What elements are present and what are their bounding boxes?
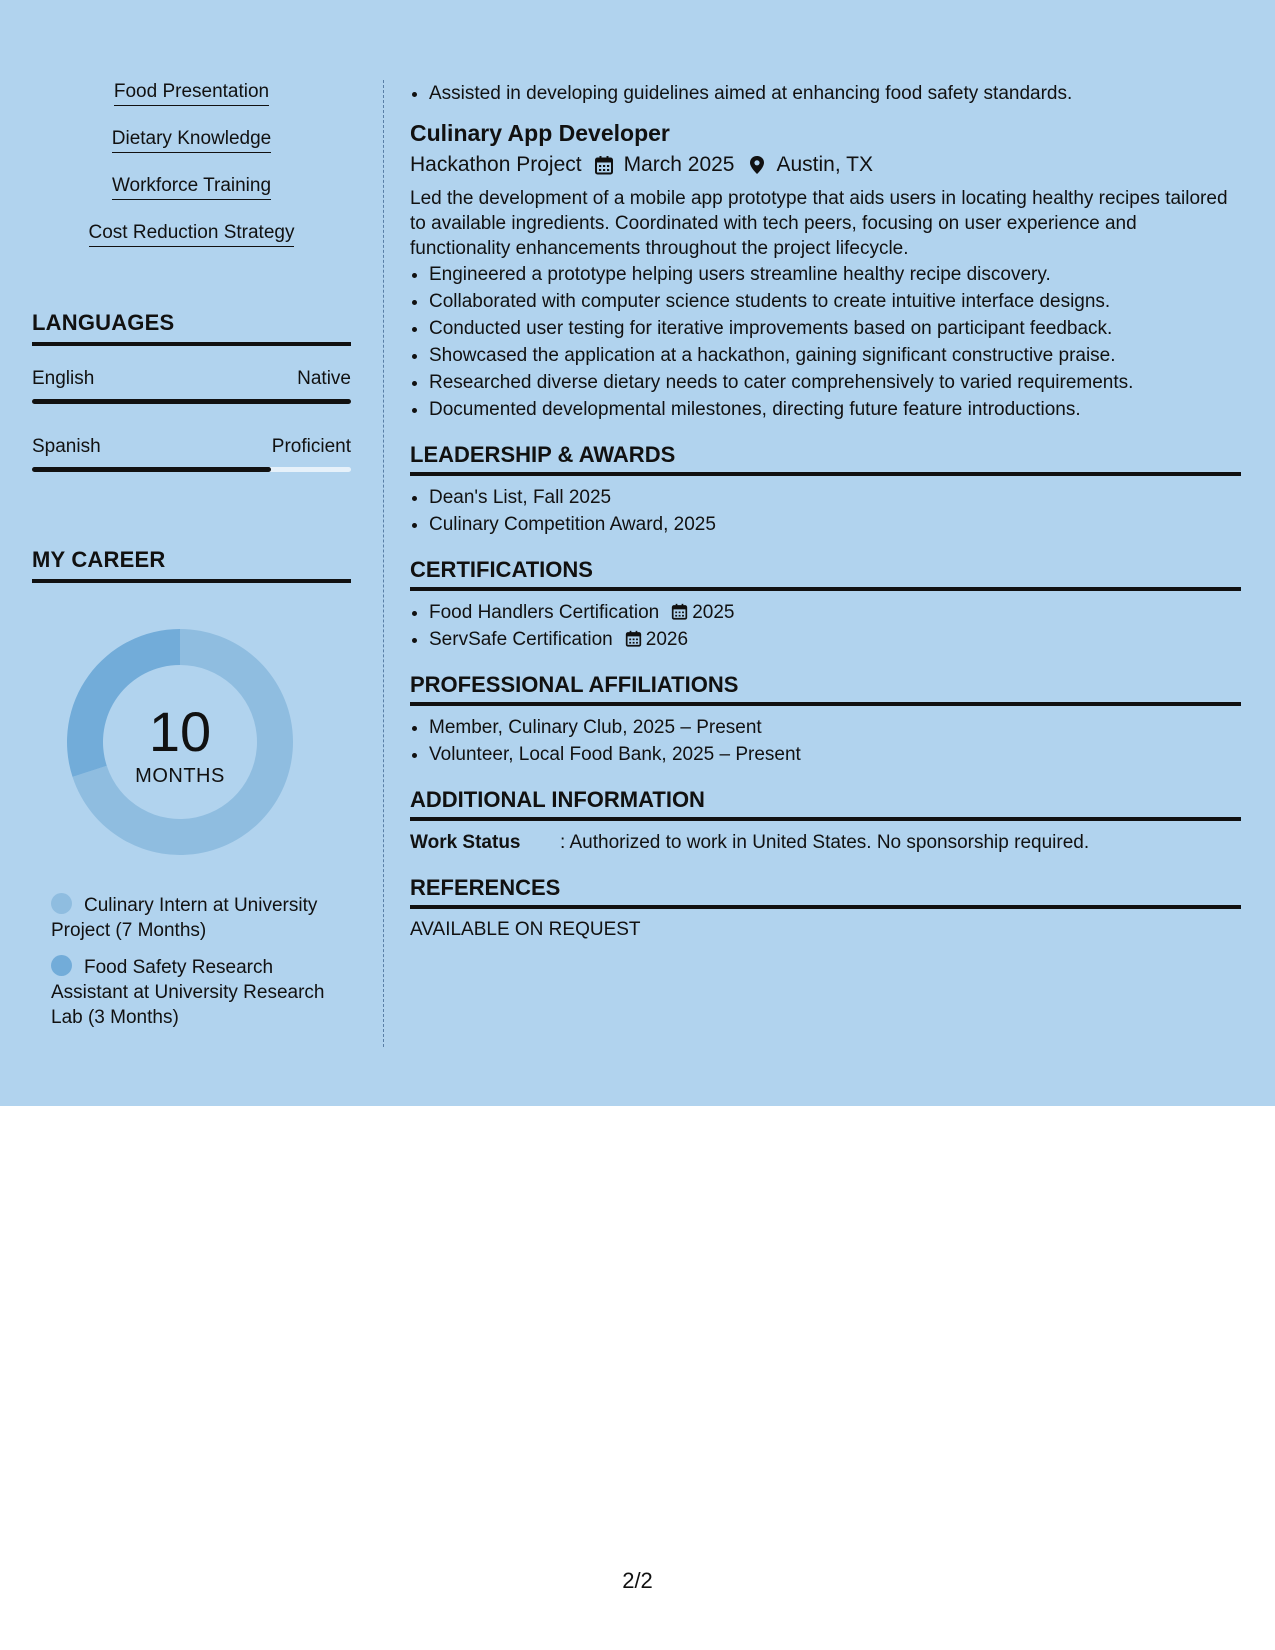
references-heading: REFERENCES (410, 874, 1241, 909)
career-legend-label: Culinary Intern at University Project (7 Months) (51, 895, 318, 941)
list-item: • Assisted in developing guidelines aimed at enhancing food safety standards. (429, 80, 1241, 107)
list-item: • Collaborated with computer science students to create intuitive interface designs. (429, 288, 1241, 315)
career-legend-item (51, 893, 331, 943)
language-proficiency-fill (32, 399, 351, 404)
language-proficiency-fill (32, 467, 271, 472)
donut-center (67, 629, 293, 855)
awards-list (410, 484, 1241, 538)
main-content (410, 80, 1241, 943)
list-item: • Dean's List, Fall 2025 (429, 484, 1241, 511)
career-total-months: 10 (148, 700, 212, 763)
cert-year: 2026 (645, 629, 689, 650)
career-donut-chart (67, 629, 293, 855)
language-level: Native (297, 368, 351, 389)
cert-name: Food Handlers Certification (429, 602, 660, 623)
career-heading: MY CAREER (32, 547, 351, 583)
affiliations-list (410, 714, 1241, 768)
job-location: Austin, TX (776, 153, 873, 176)
language-english (32, 368, 351, 404)
job-bullets (410, 261, 1241, 423)
career-legend-label: Food Safety Research Assistant at University Research Lab (3 Months) (51, 957, 325, 1028)
list-item: • Member, Culinary Club, 2025 – Present (429, 714, 1241, 741)
list-item: • Showcased the application at a hackathon, gaining significant constructive praise. (429, 342, 1241, 369)
sidebar (32, 80, 351, 1042)
list-item (429, 626, 1241, 653)
calendar-icon (671, 603, 688, 620)
cert-year: 2025 (692, 602, 735, 623)
language-spanish (32, 436, 351, 472)
list-item: • Documented developmental milestones, directing future feature introductions. (429, 396, 1241, 423)
list-item: • Researched diverse dietary needs to cater comprehensively to varied requirements. (429, 369, 1241, 396)
career-total-unit: MONTHS (135, 765, 225, 787)
column-divider (383, 80, 384, 1047)
list-item (429, 599, 1241, 626)
language-name: English (32, 368, 95, 389)
cert-name: ServSafe Certification (429, 629, 613, 650)
work-status-row (410, 829, 1241, 856)
page-number: 2/2 (622, 1568, 653, 1593)
job-meta (410, 152, 1241, 178)
calendar-icon (625, 630, 642, 647)
awards-heading: LEADERSHIP & AWARDS (410, 441, 1241, 476)
job-date: March 2025 (623, 153, 735, 176)
previous-job-bullets (410, 80, 1241, 107)
calendar-icon (594, 155, 614, 175)
languages-heading: LANGUAGES (32, 310, 351, 346)
certifications-heading: CERTIFICATIONS (410, 556, 1241, 591)
language-proficiency-bar (32, 399, 351, 404)
skill-item: Dietary Knowledge (112, 127, 271, 153)
language-level: Proficient (271, 436, 351, 457)
career-legend (51, 893, 331, 1030)
references-text: AVAILABLE ON REQUEST (410, 919, 641, 940)
certifications-list (410, 599, 1241, 653)
skill-item: Workforce Training (112, 174, 271, 200)
work-status-label: Work Status (410, 832, 521, 853)
additional-info-heading: ADDITIONAL INFORMATION (410, 786, 1241, 821)
career-legend-item (51, 955, 331, 1030)
legend-dot-icon (51, 893, 72, 914)
affiliations-heading: PROFESSIONAL AFFILIATIONS (410, 671, 1241, 706)
job-title: Culinary App Developer (410, 120, 670, 146)
work-status-value: : Authorized to work in United States. No sponsorship required. (560, 832, 1090, 853)
job-organization: Hackathon Project (410, 153, 582, 176)
skills-list (32, 80, 351, 268)
skill-item: Food Presentation (114, 80, 269, 106)
list-item: • Volunteer, Local Food Bank, 2025 – Present (429, 741, 1241, 768)
language-name: Spanish (32, 436, 101, 457)
list-item: • Culinary Competition Award, 2025 (429, 511, 1241, 538)
list-item: • Engineered a prototype helping users streamline healthy recipe discovery. (429, 261, 1241, 288)
job-description: Led the development of a mobile app prototype that aids users in locating healthy recipes tailored to available ingredients. Coordinated with tech peers, focusing on user experience and functionality enhancements throughout the project lifecycle. (410, 188, 1228, 259)
map-pin-icon (747, 155, 767, 175)
list-item: • Conducted user testing for iterative improvements based on participant feedback. (429, 315, 1241, 342)
legend-dot-icon (51, 955, 72, 976)
language-proficiency-bar (32, 467, 351, 472)
skill-item: Cost Reduction Strategy (89, 221, 295, 247)
